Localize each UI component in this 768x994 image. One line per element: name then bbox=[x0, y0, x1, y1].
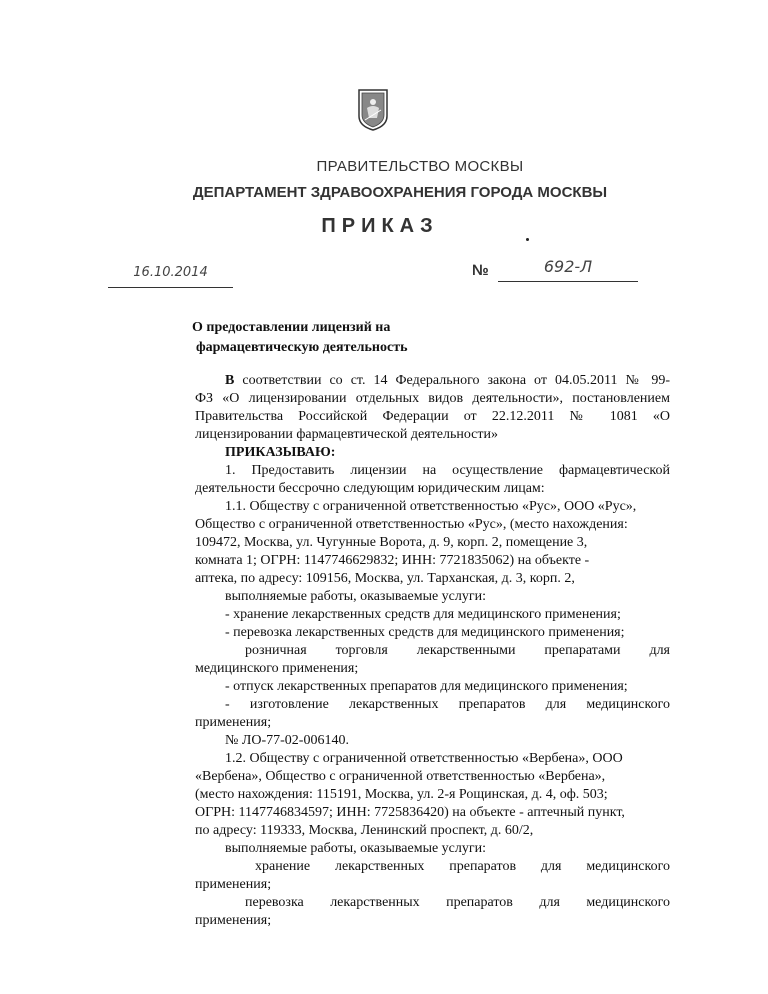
stray-mark bbox=[526, 238, 529, 241]
preamble-line bbox=[195, 372, 670, 390]
item1-2-line: выполняемые работы, оказываемые услуги: bbox=[225, 841, 487, 856]
item1-2-line: «Вербена», Общество с ограниченной ответственностью «Вербена», bbox=[195, 769, 606, 784]
preamble-line: лицензировании фармацевтической деятельности» bbox=[195, 427, 498, 442]
title-line: О предоставлении лицензий на bbox=[192, 320, 391, 335]
preamble-text: соответствии со ст. 14 Федерального закона от 04.05.2011 № 99- bbox=[242, 373, 671, 388]
item1-2-line: ОГРН: 1147746834597; ИНН: 7725836420) на объекте - аптечный пункт, bbox=[195, 805, 625, 820]
item1-2-line: по адресу: 119333, Москва, Ленинский проспект, д. 60/2, bbox=[195, 823, 534, 838]
number-label: № bbox=[472, 262, 489, 279]
title-line: фармацевтическую деятельность bbox=[196, 340, 408, 355]
service-item: применения; bbox=[195, 877, 272, 892]
service-item: применения; bbox=[195, 715, 272, 730]
service-item: - перевозка лекарственных средств для медицинского применения; bbox=[225, 625, 625, 640]
item1-2-line: 1.2. Обществу с ограниченной ответственностью «Вербена», ООО bbox=[225, 751, 623, 766]
order-date: 16.10.2014 bbox=[108, 265, 233, 288]
service-item: розничная торговля лекарственными препаратами для bbox=[245, 643, 670, 658]
item1-2-line: (место нахождения: 115191, Москва, ул. 2-я Рощинская, д. 4, оф. 503; bbox=[195, 787, 608, 802]
preamble-line: Правительства Российской Федерации от 22.12.2011 № 1081 «О bbox=[195, 409, 670, 424]
service-item: перевозка лекарственных препаратов для медицинского bbox=[245, 895, 670, 910]
service-item: - отпуск лекарственных препаратов для медицинского применения; bbox=[225, 679, 628, 694]
item1-line: 1. Предоставить лицензии на осуществление фармацевтической bbox=[225, 463, 670, 478]
order-number: 692-Л bbox=[498, 257, 638, 282]
preamble-lead: В bbox=[225, 373, 235, 388]
order-title bbox=[192, 318, 407, 358]
item1-1-line: комната 1; ОГРН: 1147746629832; ИНН: 7721835062) на объекте - bbox=[195, 553, 590, 568]
service-item: применения; bbox=[195, 913, 272, 928]
item1-1-line: Общество с ограниченной ответственностью «Рус», (место нахождения: bbox=[195, 517, 628, 532]
department-name: ДЕПАРТАМЕНТ ЗДРАВООХРАНЕНИЯ ГОРОДА МОСКВЫ bbox=[192, 184, 608, 201]
item1-1-line: 109472, Москва, ул. Чугунные Ворота, д. 9, корп. 2, помещение 3, bbox=[195, 535, 588, 550]
item1-1-line: аптека, по адресу: 109156, Москва, ул. Тарханская, д. 3, корп. 2, bbox=[195, 571, 575, 586]
service-item: - хранение лекарственных средств для медицинского применения; bbox=[225, 607, 621, 622]
document-type: ПРИКАЗ bbox=[321, 215, 439, 237]
license-number: № ЛО-77-02-006140. bbox=[225, 733, 349, 748]
service-item: - изготовление лекарственных препаратов для медицинского bbox=[225, 697, 670, 712]
preamble-line: ФЗ «О лицензировании отдельных видов деятельности», постановлением bbox=[195, 391, 670, 406]
item1-1-line: 1.1. Обществу с ограниченной ответственностью «Рус», ООО «Рус», bbox=[225, 499, 637, 514]
order-body bbox=[195, 372, 670, 930]
moscow-coat-of-arms-icon bbox=[357, 88, 389, 132]
service-item: хранение лекарственных препаратов для медицинского bbox=[255, 859, 670, 874]
government-name: ПРАВИТЕЛЬСТВО МОСКВЫ bbox=[316, 158, 524, 175]
order-word: ПРИКАЗЫВАЮ: bbox=[225, 445, 336, 460]
item1-1-line: выполняемые работы, оказываемые услуги: bbox=[225, 589, 487, 604]
item1-line: деятельности бессрочно следующим юридическим лицам: bbox=[195, 481, 545, 496]
service-item: медицинского применения; bbox=[195, 661, 359, 676]
